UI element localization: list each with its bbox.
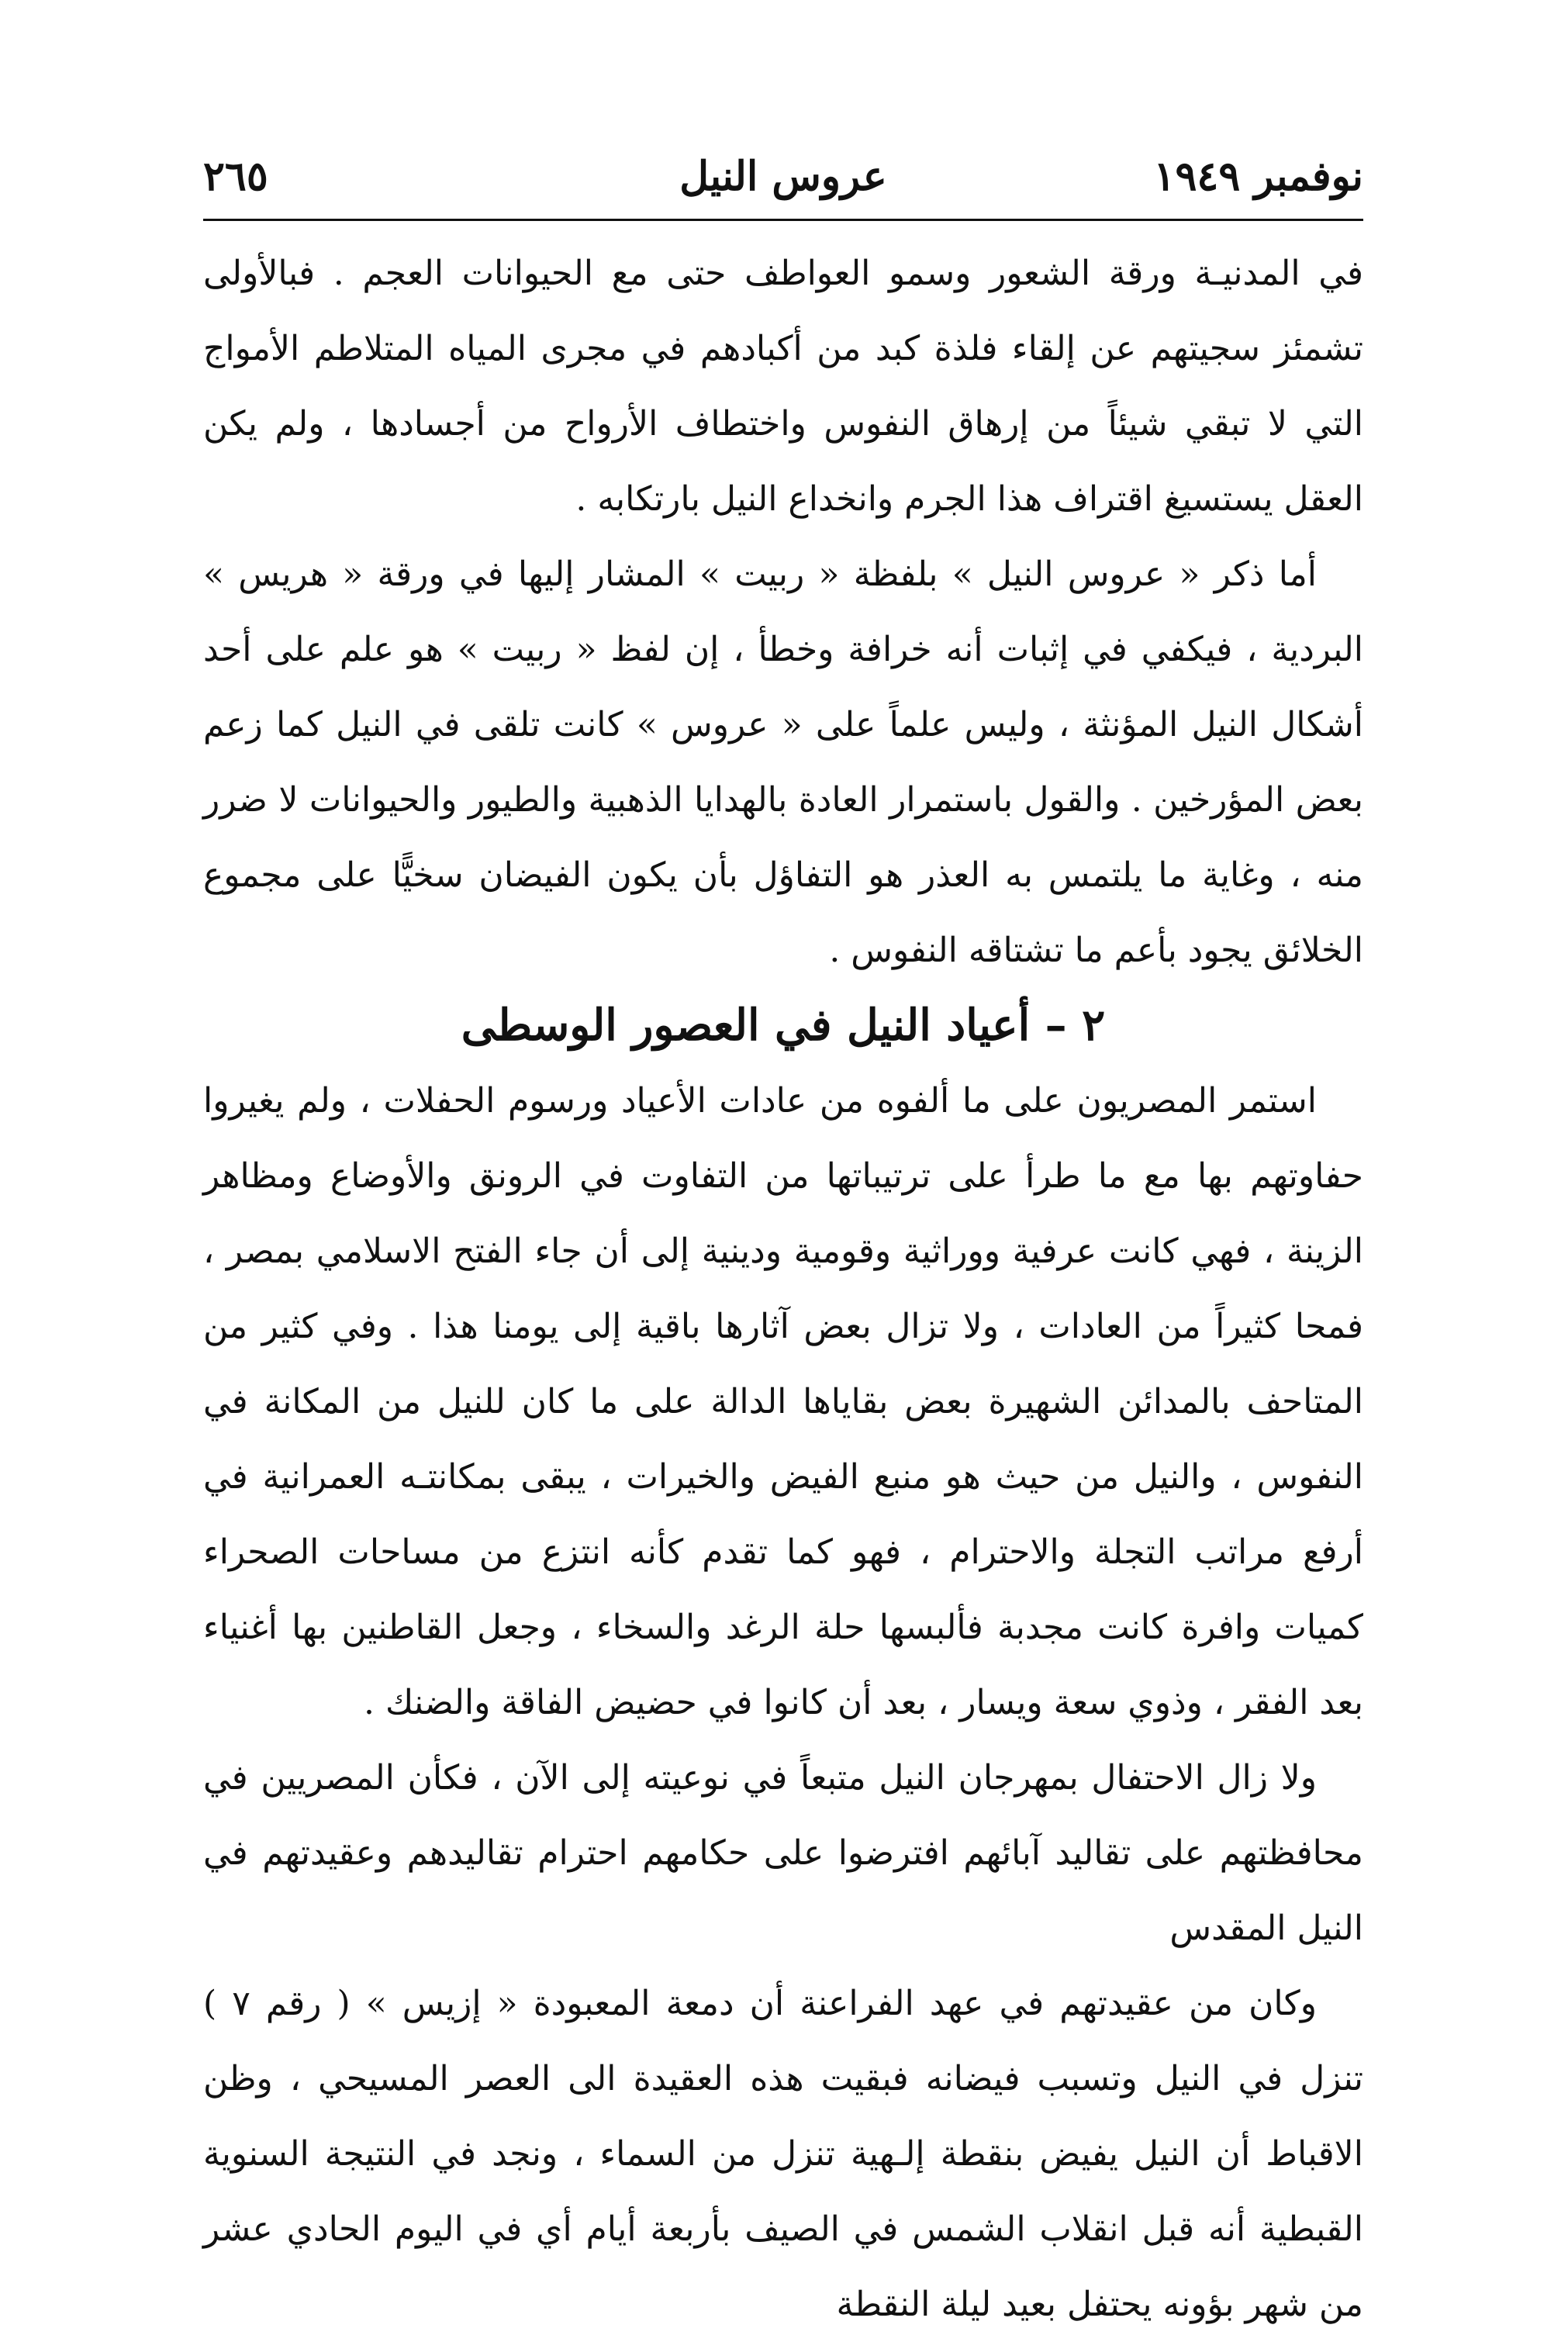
paragraph-1: في المدنيـة ورقة الشعور وسمو العواطف حتى مع الحيوانات العجم . فبالأولى تشمئز سجيتهم عن إلقاء فلذة كبد من أكبادهم في مجرى المياه المتلاطم الأمواج التي لا تبقي شيئاً من إرهاق النفوس واختطاف الأرواح من أجسادها ، ولم يكن العقل يستسيغ اقتراف هذا الجرم وانخداع النيل بارتكابه . [203, 254, 1363, 519]
page-number: ٢٦٥ [203, 153, 268, 200]
paragraph-4: ولا زال الاحتفال بمهرجان النيل متبعاً في نوعيته إلى الآن ، فكأن المصريين في محافظتهم على تقاليد آبائهم افترضوا على حكامهم احترام تقاليدهم وعقيدتهم في النيل المقدس [203, 1758, 1363, 1948]
page-header [203, 146, 1363, 208]
section-heading: ٢ – أعياد النيل في العصور الوسطى [461, 1000, 1106, 1051]
paragraph-2: أما ذكر « عروس النيل » بلفظة « ربيت » المشار إليها في ورقة « هريس » البردية ، فيكفي في إثبات أنه خرافة وخطأ ، إن لفظ « ربيت » هو علم على أحد أشكال النيل المؤنثة ، وليس علماً على « عروس » كانت تلقى في النيل كما زعم بعض المؤرخين . والقول باستمرار العادة بالهدايا الذهبية والطيور والحيوانات لا ضرر منه ، وغاية ما يلتمس به العذر هو التفاؤل بأن يكون الفيضان سخيًّا على مجموع الخلائق يجود بأعم ما تشتاقه النفوس . [203, 554, 1363, 970]
header-rule [203, 219, 1363, 221]
article-body [203, 236, 1363, 2342]
paragraph-3: استمر المصريون على ما ألفوه من عادات الأعياد ورسوم الحفلات ، ولم يغيروا حفاوتهم بها مع ما طرأ على ترتيباتها من التفاوت في الرونق والأوضاع ومظاهر الزينة ، فهي كانت عرفية ووراثية وقومية ودينية إلى أن جاء الفتح الاسلامي بمصر ، فمحا كثيراً من العادات ، ولا تزال بعض آثارها باقية إلى يومنا هذا . وفي كثير من المتاحف بالمدائن الشهيرة بعض بقاياها الدالة على ما كان للنيل من المكانة في النفوس ، والنيل من حيث هو منبع الفيض والخيرات ، يبقى بمكانتـه العمرانية في أرفع مراتب التجلة والاحترام ، فهو كما تقدم كأنه انتزع من مساحات الصحراء كميات وافرة كانت مجدبة فألبسها حلة الرغد والسخاء ، وجعل القاطنين بها أغنياء بعد الفقر ، وذوي سعة ويسار ، بعد أن كانوا في حضيض الفاقة والضنك . [203, 1081, 1363, 1722]
paragraph-5: وكان من عقيدتهم في عهد الفراعنة أن دمعة المعبودة « إزيس » ( رقم ٧ ) تنزل في النيل وتسبب فيضانه فبقيت هذه العقيدة الى العصر المسيحي ، وظن الاقباط أن النيل يفيض بنقطة إلـهية تنزل من السماء ، ونجد في النتيجة السنوية القبطية أنه قبل انقلاب الشمس في الصيف بأربعة أيام أي في اليوم الحادي عشر من شهر بؤونه يحتفل بعيد ليلة النقطة [203, 1984, 1363, 2324]
running-title: عروس النيل [679, 153, 887, 200]
issue-date: نوفمبر ١٩٤٩ [1153, 153, 1363, 200]
